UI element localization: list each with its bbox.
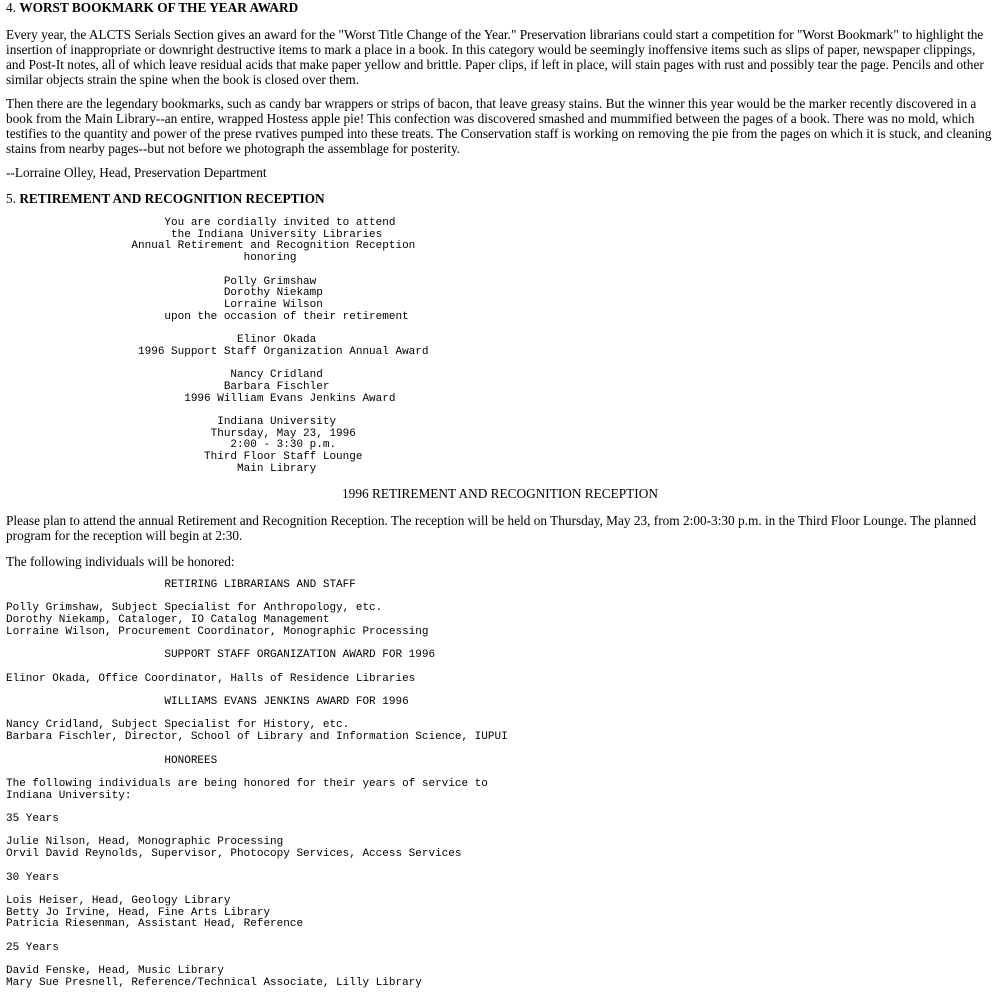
section-4-heading — [6, 0, 298, 15]
section-number: 4. — [6, 0, 16, 15]
honorees-list: RETIRING LIBRARIANS AND STAFF Polly Grimshaw, Subject Specialist for Anthropology, etc. Dorothy Niekamp, Cataloger, IO Catalog Management Lorraine Wilson, Procurement Coordinator, Monographic Processing SUPPORT STAFF ORGANIZATION AWARD FOR 1996 Elinor Okada, Office Coordinator, Halls of Residence Libraries WILLIAMS EVANS JENKINS AWARD FOR 1996 Nancy Cridland, Subject Specialist for History, etc. Barbara Fischler, Director, School of Library and Information Science, IUPUI HONOREES The following individuals are being honored for their years of service to Indiana University: 35 Years Julie Nilson, Head, Monographic Processing Orvil David Reynolds, Supervisor, Photocopy Services, Access Services 30 Years Lois Heiser, Head, Geology Library Betty Jo Irvine, Head, Fine Arts Library Patricia Riesenman, Assistant Head, Reference 25 Years David Fenske, Head, Music Library Mary Sue Presnell, Reference/Technical Associate, Lilly Library — [6, 579, 508, 989]
section-title: RETIREMENT AND RECOGNITION RECEPTION — [19, 191, 325, 206]
worst-bookmark-paragraph-1: Every year, the ALCTS Serials Section gives an award for the "Worst Title Change of the Year." Preservation librarians could start a competition for "Worst Bookmark" to highlight the insertion of inappropriate or downright destructive items to mark a place in a book. In this category would be seemingly inoffensive items such as slips of paper, newspaper clippings, and Post-It notes, all of which leave residual acids that make paper yellow and brittle. Paper clips, if left in place, will stain pages with rust and possibly tear the page. Pencils and other similar objects strain the spine when the book is closed over them. — [6, 27, 984, 87]
invitation-block: You are cordially invited to attend the Indiana University Libraries Annual Retirement and Recognition Reception honoring Polly Grimshaw Dorothy Niekamp Lorraine Wilson upon the occasion of their retirement Elinor Okada 1996 Support Staff Organization Annual Award Nancy Cridland Barbara Fischler 1996 William Evans Jenkins Award Indiana University Thursday, May 23, 1996 2:00 - 3:30 p.m. Third Floor Staff Lounge Main Library — [131, 217, 429, 475]
honored-intro: The following individuals will be honored: — [6, 554, 235, 569]
worst-bookmark-paragraph-2: Then there are the legendary bookmarks, such as candy bar wrappers or strips of bacon, that leave greasy stains. But the winner this year would be the marker recently discovered in a book from the Main Library--an entire, wrapped Hostess apple pie! This confection was discovered smashed and mummified between the pages of a book. There was no mold, which testifies to the quantity and power of the prese rvatives pumped into these treats. The Conservation staff is working on removing the pie from the pages on which it is stuck, and cleaning stains from nearby pages--but not before we photograph the assemblage for posterity. — [6, 96, 992, 156]
section-number: 5. — [6, 191, 16, 206]
signature: --Lorraine Olley, Head, Preservation Department — [6, 165, 267, 180]
reception-paragraph: Please plan to attend the annual Retirement and Recognition Reception. The reception will be held on Thursday, May 23, from 2:00-3:30 p.m. in the Third Floor Lounge. The planned program for the reception will begin at 2:30. — [6, 513, 977, 543]
reception-title: 1996 RETIREMENT AND RECOGNITION RECEPTION — [342, 486, 658, 501]
section-title: WORST BOOKMARK OF THE YEAR AWARD — [19, 0, 299, 15]
section-5-heading — [6, 191, 325, 206]
